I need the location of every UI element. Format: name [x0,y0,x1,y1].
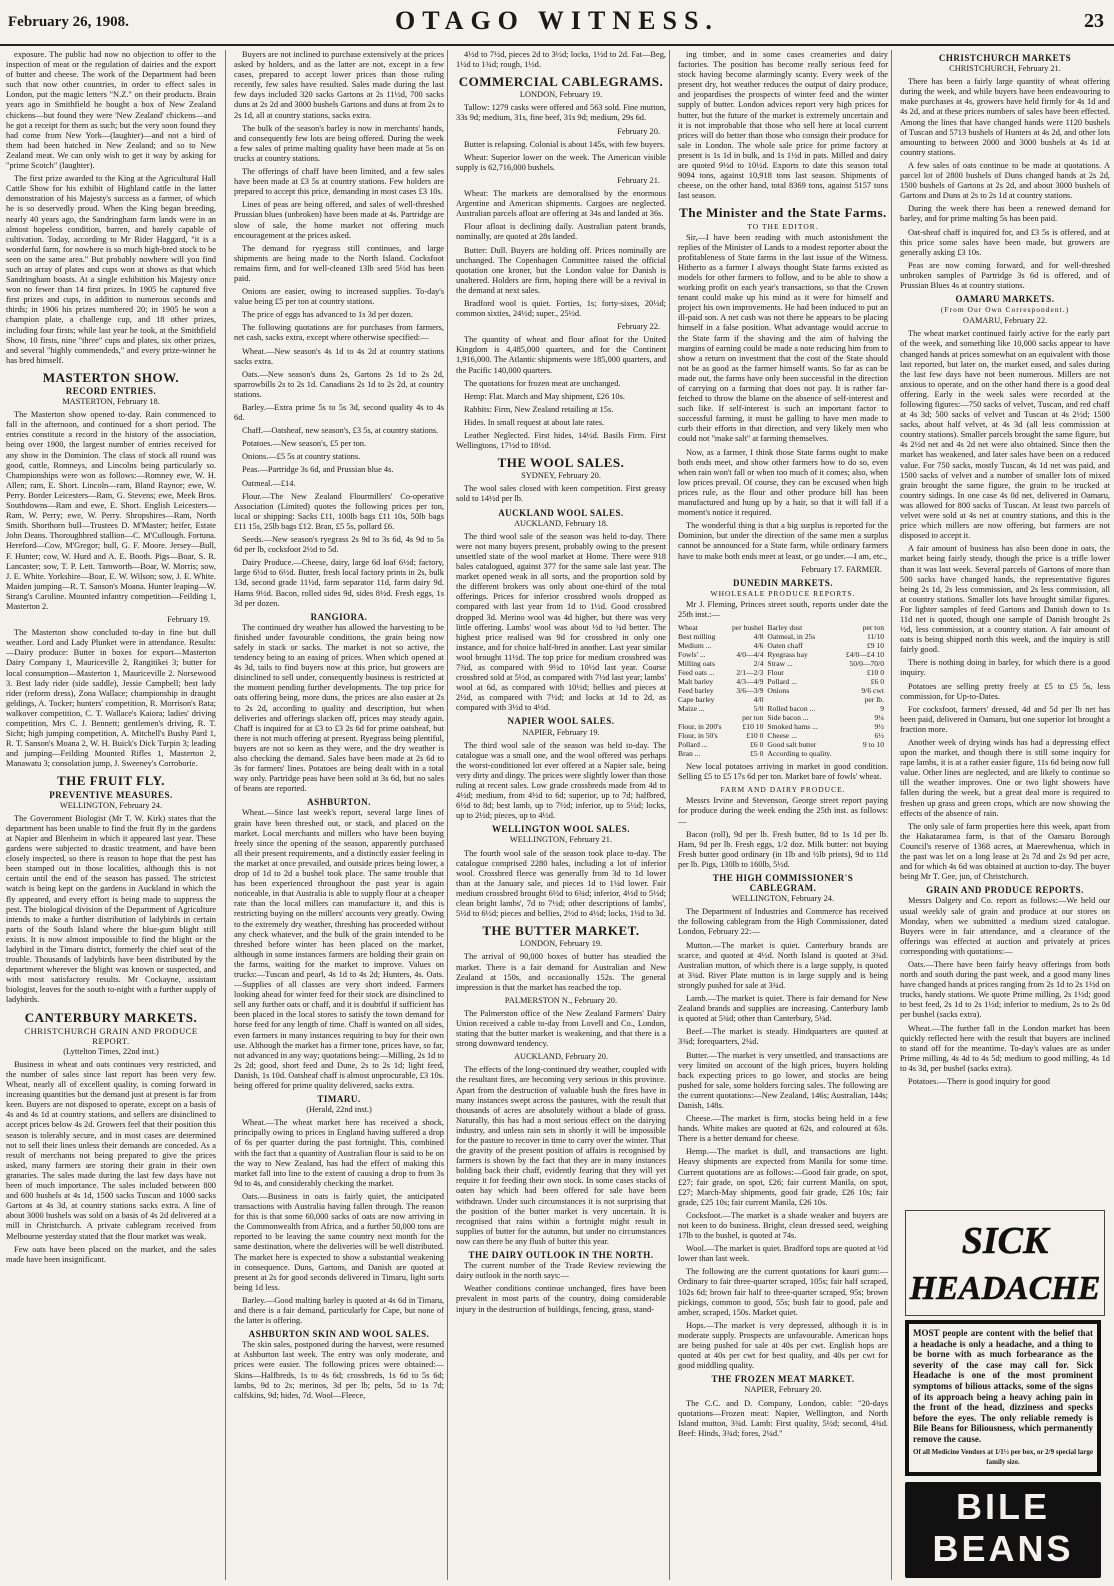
article-paragraph: The third wool sale of the season was held to-day. There were not many buyers present, probably owing to the present unsettled state of the wool market at Home. There were 918 bales catalogued, against 377 for the same sale last year. The market opened weak in all sorts, and the proportion sold by the different brokers was only about one-third of the total offerings. Prices for inferior crossbred wools dropped as compared with last year from 1d to 1½d. Good crossbred dropped 3d. Merino wool was 4d higher, but there was very little offering. Lambs' wool was about ½d to ¾d better. The highest price realised was 9d for crossbred in only one instance, and for choice half-bred in another. Last year similar wool brought 11½d. The top price for medium crossbred was 7¾d, as compared with 9½d to 10½d last year. Coarse crossbred sold at 5½d, as compared with 7½d last year; lambs' wool at 6d, as compared with 10½d; bellies and pieces at 2½d, as compared with 7½d; and locks at 1d to 2d, as compared with 3½d to 4½d. [456,531,666,713]
price-row [678,686,888,695]
price-row [678,659,888,668]
price-cell: 4/6 [753,641,764,651]
price-cell: 9 [880,704,884,714]
price-cell: £10 0 [746,731,764,741]
article-paragraph: Buyers are not inclined to purchase extensively at the prices asked by holders, and as the latter are not, except in a few cases, prepared to accept lower prices than those ruling recently, few sales have resulted. Sales made during the last few days included 320 sacks Gartons at 2s 11½d, 700 sacks duns at 2s 2d and 3000 bushels Gartons and duns at from 2s to 2s 1d, all at country stations, sacks extra. [234,50,444,120]
headline-grain-produce-reports: GRAIN AND PRODUCE REPORTS. [926,885,1084,896]
headline-napier-wool-sales: NAPIER WOOL SALES. [507,716,615,727]
article-paragraph: The current number of the Trade Review reviewing the dairy outlook in the north says:— [456,1261,666,1281]
price-cell: Rolled bacon ... [767,704,816,714]
price-line: Dairy Produce.—Cheese, dairy, large 6d loaf 6½d; factory, large 6½d to 6½d. Butter, fresh local factory prints in 2s, bulk 13d, second grade 11½d, farm separator 11d, farm dairy 9d. Hams 9½d. Bacon, rolled sides 9d, sides 8½d. Fresh eggs, 1s 3d per dozen. [234,558,444,608]
article-paragraph: Oats.—Business in oats is fairly quiet, the anticipated transactions with Australia having fallen through. The reason for this is that some 60,000 sacks of oats are now arriving in the Commonwealth from Africa, and a further 50,000 tons are reported to be leaving the same country next month for the same destination, where the deliveries will be well distributed. The market here is expected to show a substantial weakening in consequence. Duns, Gartons, and Danish are quoted at present at 2s for good seconds delivered in Timaru, light sorts being 1d less. [234,1191,444,1292]
price-table [678,623,888,758]
price-row [678,677,888,686]
ad-sick-line2: HEADACHE [909,1270,1101,1307]
price-cell: 2/4 [753,659,764,669]
subheading: (From Our Own Correspondent.) [940,305,1070,315]
letter-signature: February 17. FARMER. [801,564,882,574]
ad-sick-line1: SICK [961,1220,1049,1262]
letter-address: TO THE EDITOR. [747,221,819,231]
article-paragraph: Lines of peas are being offered, and sales of well-threshed Prussian blues (unbroken) have been made at 4s. Partridge are slow of sale, the home market not offering much encouragement at the prices asked. [234,200,444,240]
article-paragraph: Potatoes are selling pretty freely at £5 to £5 5s, less commission, for Up-to-Dates. [900,681,1110,701]
article-paragraph: Another week of drying winds has had a depressing effect upon the market, and though there is still some inquiry for rape lambs, it is at a rather easier figure, 11s 6d being now full value. Other lines are neglected, and are likely to continue so till the weather improves. One or two light showers have fallen during the week, but a great deal more is required to freshen up grass and green crops, which are now showing the effects of the absence of rain. [900,738,1110,818]
price-cell: Feed barley [678,686,714,696]
headline-butter-market: THE BUTTER MARKET. [482,923,640,939]
article-paragraph: Barley.—Good malting barley is quoted at 4s 6d in Timaru, and there is a fair demand, particularly for Cape, but none of the latter is offering. [234,1295,444,1326]
column-rule [447,50,448,1580]
price-line: Seeds.—New season's ryegrass 2s 9d to 3s 6d, 4s 9d to 5s 6d per lb, cocksfoot 2½d to 5d. [234,535,444,555]
article-paragraph: Oats.—There have been fairly heavy offerings from both north and south during the past week, and a good many lines have changed hands at prices ranging from 2s 1d to 2s 1½d on trucks, handy stations. We quote Prime milling, 2s 1½d; good to best feed, 2s 1d to 2s 1½d; inferior to medium, 2s to 2s 0d per bushel (sacks extra). [900,959,1110,1020]
article-paragraph: Rabbits: Firm, New Zealand retailing at 15s. [464,404,614,414]
article-paragraph: The third wool sale of the season was held to-day. The catalogue was a small one, and the wool offered was perhaps the worst-conditioned lot ever offered at a Napier sale, being very dirty and dingy. The prices were slightly lower than those ruling at recent sales. Low grade crossbreds made from 4d to 4½d; medium, from 4½d to 6d; superior, up to 7d; halfbred, 6½d to 8d; best lamb, up to 7½d; inferior, up to 5½d; locks, up to 2½d; pieces, up to 4½d. [456,740,666,821]
article-paragraph: The arrival of 90,000 boxes of butter has steadied the market. There is a fair demand for Australian and New Zealand at 150s, and occasionally 152s. The general impression is that the market has reached the top. [456,952,666,992]
price-cell: Straw ... [767,659,793,669]
price-cell: Best milling [678,632,716,642]
dateline: SYDNEY, February 20. [521,471,601,481]
price-cell [678,713,727,722]
headline-ashburton: ASHBURTON. [307,797,371,808]
headline-frozen-meat-market: THE FROZEN MEAT MARKET. [711,1374,855,1385]
price-cell: per bushel [731,623,764,633]
column-rule [669,50,670,1580]
price-cell: Maize ... [678,704,705,714]
dateline: (Lyttelton Times, 22nd inst.) [63,1046,159,1056]
page-number: 23 [1084,10,1104,32]
article-paragraph: The skin sales, postponed during the harvest, were resumed at Ashburton last week. The entry was only moderate, and prices were easier. The following prices were obtained:—Skins—Halfbreds, 1s to 4s 6d; crossbreds, 1s 6d to 5s 6d; lambs, 9d to 2s; merinos, 3d per lb; pelts, 5d to 1s 7d; calfskins, 9d; hides, 7d. Wool—Fleece, [234,1340,444,1400]
article-paragraph: ing timber, and in some cases creameries and dairy factories. The position has become really serious feed for stock having become alarmingly scanty. Every week of the present dry, hot weather reduces the output of dairy produce, and jeopardises the prospects of winter feed and the winter supply of butter. London advices report very high prices for butter, but the future of the market is extremely uncertain and it is not improbable that those who sell here at local current prices will do better than those who consign their produce for sale in London. The whole sale price for prime factory at present is 1s 1d in bulk, and 1s 1½d in pats. Milled and dairy are quoted 9½d to 10½d. Exports to date this season total 9094 tons, against 10,918 tons last season. Shipments of cheese, on the other hand, total 8369 tons, against 5157 tons last season. [678,50,888,201]
price-line: Oats.—New season's duns 2s, Gartons 2s 1d to 2s 2d, sparrowbills 2s to 2s 1d. Canadians 2s 1d to 2s 2d, at country stations. [234,369,444,399]
article-paragraph: Wheat.—Since last week's report, several large lines of grain have been threshed out, or stack, and placed on the market. Local merchants and millers who have been buying freely since the opening of the season, apparently purchased all their present requirements, and a distinctly easier feeling in the market at once prevailed, and outside prices being lower, a drop of 1d to 2d a bushel took place. The same trouble that has been experienced throughout the past year is again noticeable, in that Australia is able to supply flour at a cheaper rate than the local millers can manufacture it, and this is restricting buying on the millers' accounts very greatly. Owing to the extremely dry weather, threshing has proceeded without any check whatever, and the bulk of the grain intended to be threshed before winter has been placed on the market, although in some instances farmers are holding their grain on the farms, waiting for the market to improve. Values on trucks:—Tuscan and pearl, 4s 1d to 4s 2d; Hunters, 4s. Oats.—Supplies of all classes are very short indeed. Farmers looking ahead for winter feed for their stock are disinclined to sell any further oats or chaff, and it is doubtful if sufficient has been placed in the local stores to satisfy the town demand for horse feed for any length of time. Chaff is wanted on all sides, even farmers in many instances requiring to buy for their own use. Although the market has a firmer tone, prices have, so far, not advanced in any way; quotations being:—Milling, 2s 1d to 2s 2d; good, short feed and Dune, 2s to 2s 1d; light feed, Danish, 1s 10d. Oatsheaf chaff is almost unprocurable, £3 10s. being offered for prime quality delivered, sacks extra. [234,808,444,1090]
headline-rangiora: RANGIORA. [310,611,368,622]
dateline: CHRISTCHURCH, February 21. [949,64,1061,74]
issue-date: February 26, 1908. [8,14,129,30]
column-rule [225,50,226,1580]
headline-skin-wool-sales: ASHBURTON SKIN AND WOOL SALES. [248,1329,430,1340]
article-paragraph: There has been a fairly large quantity of wheat offering during the week, and while buyers have been endeavouring to make purchases at 4s, growers have held firmly for 4s 1d and 4s 2d, and at these prices numbers of sales have been effected. Among the lines that have changed hands were 1120 bushels of Tuscan and 5713 bushels of Hunters at 4s 2d, and other lots amounting to between 2000 and 3000 bushels at 4s 1d at country stations. [900,77,1110,157]
dateline: NAPIER, February 19. [522,727,600,737]
article-paragraph: The fourth wool sale of the season took place to-day. The catalogue comprised 2280 bales, including a lot of inferior wool. Crossbred fleece was generally from 3d to 1d lower than at the January sale, and pieces 1d to 1¼d lower. Fair medium crossbred brought 6½d to 6¾d; inferior, 4½d to 5½d; clean bright lambs', 7d to 7½d; other descriptions of lambs', 5½d to 6½d; pieces and bellies, 2½d to 4½d; locks, 1½d to 3d. [456,848,666,919]
price-cell: Wheat [678,623,698,633]
article-paragraph: Messrs Irvine and Stevenson, George street report paying for produce during the week ending the 25th inst. as follows:— [678,796,888,826]
price-cell: 4/3—4/9 [736,677,764,687]
price-cell: Malt barley [678,677,714,687]
price-cell: per ton [862,623,884,633]
subheading: RECORD ENTRIES. [65,386,157,396]
price-cell: Cheese ... [767,731,797,741]
newspaper-title: OTAGO WITNESS. [395,6,719,35]
price-cell [767,695,840,704]
dateline: MASTERTON, February 18. [62,397,160,407]
dateline: WELLINGTON, February 24. [731,894,835,904]
price-cell: 9 to 10 [862,740,884,750]
price-cell: Ryegrass hay [767,650,808,660]
article-paragraph: The following are the current quotations for kauri gum:—Ordinary to fair three-quarter scraped, 105s; fair half scraped, 102s 6d; brown fair half to three-quarter scraped, 95s; brown pickings, common to good, 55s; bush fair to good, pale and amber, scraped, 150s. Market quiet. [678,1267,888,1317]
headline-minister-state-farms: The Minister and the State Farms. [679,205,887,221]
price-cell: £10 10 [742,722,764,732]
price-cell: per lb. [864,695,884,705]
article-paragraph: The quotations for frozen meat are unchanged. [464,378,621,388]
price-row [678,695,888,704]
article-paragraph: The price of eggs has advanced to 1s 3d per dozen. [242,310,413,320]
price-cell: 50/0—70/0 [849,659,884,669]
article-paragraph: Oat-sheaf chaff is inquired for, and £3 5s is offered, and at this price some sales have been made, but growers are generally asking £3 10s. [900,227,1110,257]
article-paragraph: Cocksfoot.—The market is a shade weaker and buyers are not keen to do business. Bright, clean dressed seed, weighing 17lb to the bushel, is quoted at 74s. [678,1210,888,1241]
article-paragraph: Tallow: 1279 casks were offered and 563 sold. Fine mutton, 33s 9d; medium, 31s, fine beef, 31s 9d; medium, 29s 6d. [456,103,666,123]
price-row [678,650,888,659]
price-row [678,623,888,632]
article-paragraph: Potatoes.—There is good inquiry for good [908,1077,1050,1086]
headline-fruit-fly: THE FRUIT FLY. [56,773,166,789]
price-cell: £4/0—£4 10 [845,650,884,660]
price-cell: 4/0—4/4 [736,650,764,660]
article-paragraph: Hops.—The market is very depressed, although it is in moderate supply. Prospects are unfavourable. American hops are being pushed for sale at 40s per cwt. English hops are quoted at 40s per cwt for best quality, and 40s per cwt for good middling quality. [678,1320,888,1371]
article-paragraph: Wheat: The markets are demoralised by the enormous Argentine and American shipments. Cargoes are neglected. Australian parcels afloat are offering at 34s and landed at 36s. [456,189,666,219]
price-cell: per ton [742,713,764,723]
price-line: Peas.—Partridge 3s 6d, and Prussian blue 4s. [242,465,394,475]
price-cell: Flour, in 50's [678,731,718,741]
article-paragraph: The only sale of farm properties here this week, apart from the Hakataramea farm, is that of the Oamaru Borough Council's reserve of 1368 acres, at Maerewhenua, which in the past was let on a long lease at 2s 7d and 2s 9d per acre, and for which 4s 6d was obtained at auction to-day. The buyer being Mr T. Gee, jun, of Christchurch. [900,821,1110,882]
article-paragraph: Beef.—The market is steady. Hindquarters are quoted at 3¾d; forequarters, 2¼d. [678,1027,888,1047]
price-line: Wheat.—New season's 4s 1d to 4s 2d at country stations sacks extra. [234,346,444,366]
dateline: February 19. [167,615,210,625]
price-row [678,731,888,740]
price-cell: 6½ [874,731,884,741]
price-line: Barley.—Extra prime 5s to 5s 3d, second quality 4s to 4s 6d. [234,403,444,423]
ad-body: MOST people are content with the belief that a headache is only a headache, and a thing to be borne with as much forbearance as the severity of the case may call for. Sick Headache is one of the most prominent symptoms of bilious attacks, some of the signs of its approach being a heavy aching pain in the front of the head, dizziness and specks before the eyes. The only reliable remedy is Bile Beans for Biliousness, which permanently remove the cause. [913,1328,1093,1444]
article-paragraph: Bacon (roll), 9d per lb. Fresh butter, 8d to 1s 1d per lb. Ham, 9d per lb. Fresh eggs, 1/2 doz. Milk butter: not buying Fresh butter good ordinary (in 1lb and ½lb prints), 9d to 11d per lb. Pigs, 130lb to 160lb, 5½d. [678,829,888,869]
column-1 [6,50,216,1580]
headline-auckland-wool-sales: AUCKLAND WOOL SALES. [498,507,624,518]
article-paragraph: Flour afloat is declining daily. Australian patent brands, nominally, are quoted at 28s landed. [456,222,666,242]
price-cell: £6 0 [870,677,884,687]
price-cell: Medium ... [678,641,712,651]
article-paragraph: A few sales of oats continue to be made at quotations. A parcel lot of 2800 bushels of Duns changed hands at 2s 2d, 1500 bushels of Gartons at 2s 2d, and about 3000 bushels of Gartons and Duns at 2s to 2s 1d at country stations. [900,160,1110,201]
price-cell: Cape barley [678,695,715,705]
price-cell: Feed oats ... [678,668,715,678]
dateline: OAMARU, February 22. [962,316,1048,326]
price-line: Oatmeal.—£14. [242,478,296,488]
article-paragraph: The Government Biologist (Mr T. W. Kirk) states that the department has been unable to find the fruit fly in the gardens at Napier and Blenheim in which it appeared last year. These gardens were subjected to drastic treatment, and have been closely inspected, so there is reason to hope that the pest has been stamped out in those localities, although this is not certain until the end of the season has passed. The strictest watch is being kept on the gardens in Auckland in which the fly appeared, and every effort is being made to suppress the pest. The biological division of the Department of Agriculture intends to make a further distribution of ladybirds in certain parts of the South Island where the blue-gum blight still exists. It is now almost impossible to find the blight or the ladybird in the Timaru district, formerly the chief seat of the trouble. Thousands of ladybirds have been distributed by the department wherever the blight was known or suspected, and with most satisfactory results. Mr Cockayne, assistant biologist, leaves for the south to-night with a further supply of ladybirds. [6,813,216,1005]
price-cell: 9/6 cwt [861,686,884,696]
sick-headache-ad [905,1210,1105,1316]
headline-dunedin-markets: DUNEDIN MARKETS. [732,577,833,588]
price-cell: 5/0 [753,704,764,714]
price-cell: Oaten chaff [767,641,803,651]
brand-line-2: BEANS [932,1528,1074,1569]
article-paragraph: The Masterton show opened to-day. Rain commenced to fall in the afternoon, and continued for a short period. The entries constitute a record in the history of the association, being over 1900, the largest number of entries received for any show in the Dominion. The class of stock all round was good, cattle, Romneys, and Lincolns being particularly so. Championships were won as follows:—Romney ewe, W. H. Allen; ram, E. Short. Lincoln—ram, Bland Raynor; ewe, W. Perry. Border Leicesters—Ram, G. Stevens; ewe, Meek Bros. Southdowns—Ram and ewe, E. Short. English Leicesters—Ram, W. Perry; ewe, W. Perry. Shropshires—Ram, North Smith. Shorthorn bull—Trustees D. M'Master; heifer, Estate John Deans. Thoroughbred stallion—C. M'Cullough. Fortuna. Hereford—Cow, M'Gregor; bull, G. F. Moore. Jersey—Bull, F. Hunter; cow, W. Hurd and A. E. Booth. Pigs—Boar, S. R. Lancaster; sow, T. P. Lett. Tamworth—Boar, W. Morris; sow, J. E. White. Yorkshire—Boar, E. W. Wilson; sow, J. E. White. Maiden jumping—R. T. Sanson's Moana. Hunter leaping—W. Strang's Caroline. Mounted infantry competition—Feilding 1, Masterton 2. [6,410,216,611]
price-cell: 9¼ [874,713,884,723]
price-cell: 4/8 [753,632,764,642]
price-cell: Fowls' ... [678,650,706,660]
price-cell: £6 0 [750,740,764,750]
article-paragraph: The effects of the long-continued dry weather, coupled with the resultant fires, are becoming very serious in this province. Apart from the destruction of valuable bush the fires have in many instances swept across the pastures, with the result that thousands of acres are absolutely without a blade of grass. Naturally, this has had a most serious effect on the dairying industry, and unless rain sets in shortly it will be impossible for the pasture to recover in time to carry over the winter. That the gravity of the present position of affairs is recognised by farmers is shown by the fact that they are in many instances holding back their chaff, evidently fearing that they will yet require it for feeding their own stock. In some cases stacks of oaten hay which had been offered for sale have been withdrawn. Under such circumstances it is not surprising that the position of the butter market is very uncertain. It is recognised that rains within a fortnight might result in supplies of butter for the autumn, but under no circumstances now can there be any flush of butter this year. [456,1065,666,1246]
price-cell: Milling oats [678,659,715,669]
article-paragraph: The first prize awarded to the King at the Agricultural Hall Cattle Show for his exhibit of Highland cattle in the latter demonstration of his Majesty's success as a farmer, of which he is so deservedly proud. When the King began breeding, nearly 40 years ago, the Sandringham farm lands were in an almost hopeless condition, barren, and barely capable of cultivation. Today, according to Mr Rider Haggard, "it is a wonderful farm, for nowhere is so much high-bred stock to be seen on the same area." But probably nowhere will you find such an array of plates and cups won at shows as that which Sandringham boasts. At a single exhibition his Majesty once won no fewer than 14 first prizes. In 1905 he captured five first prizes and cups, in addition to numerous seconds and thirds; in 1906 his prizes numbered 20; in 1905 he won a champion plate, a challenge cup, and 18 other prizes, including four firsts; while last year he took, at the Smithfield Show, 10 firsts, nine "three" cups and plates, six other prizes, and several "highly commendeds," and every prize-winner he has bred himself. [6,174,216,365]
article-paragraph: Wool.—The market is quiet. Bradford tops are quoted at ½d lower than last week. [678,1244,888,1264]
article-paragraph: The Department of Industries and Commerce has received the following cablegram from the High Commissioner, dated London, February 22:— [678,907,888,937]
article-paragraph: The wheat market continued fairly active for the early part of the week, and something like 10,000 sacks appear to have changed hands at prices somewhat on an equivalent with those last reported, but later on, the market eased, and sales during the last few days have not been numerous. Millers are not anxious to operate, and on the other hand there is a good deal offering. Early in the week sales were recorded at the following figures:—750 sacks of velvet, Tuscan, and red chaff at 4s 3d; 500 sacks of velvet and Tuscan at 4s 2½d; 1500 sacks, about half velvet, at 4s 3d (all less commission at country stations). Smaller parcels brought the same figure, but 4s 2½d net and 4s 2d net were also obtained. Since then the market has weakened, and later sales have been on a reduced value. For 750 sacks, mostly Tuscan, 4s 1d net was paid, and 1500 sacks of velvet and a number of smaller lots of mixed grain brought the same figure, the grain to be trucked at country sidings. In one case 4s 0d net, delivered in Oamaru, was allowed for 800 sacks of Tuscan. At least two parcels of velvet were sold at 4s net at country stations, and this is the price which millers are now offering, but farmers are not disposed to accept it. [900,329,1110,541]
article-paragraph: Sir,—I have been reading with much astonishment the replies of the Minister of Lands to a modest reporter about the profitableness of State farms in the last issue of the Witness. Hitherto as a farmer I always thought State farms existed as models for other farmers to follow, and to be able to show a working profit on each year's transactions, so that the Crown tenant could make up his mind as it were for himself and project his own improvements. He had been induced to put an ill-paid son. A net cash was not there he appears to be placing himself in a false position. What advantage would accrue to the State farm if the shaving and the aim of halving the margins of earning could be made a note reducing him from to show a return on investment that the cost of the State should not be as good as the farmer himself wants. So far as can be made out, the farms have only been successful in the direction of carrying on a farming that does not pay. It is rather far-fetched to throw the blame on the absence of self-interest and such like. If self-interest is such an important factor to successful farming, it must be galling to have men made to curb their efforts in that direction, and very likely men who could not "make salt" at farming themselves. [678,232,888,444]
article-paragraph: Hides. In small request at about late rates. [464,417,605,427]
dateline: February 21. [617,175,660,185]
article-paragraph: Butter is relapsing. Colonial is about 145s, with few buyers. [464,139,665,149]
price-cell: According to quality. [767,749,832,759]
column-5 [900,50,1110,1202]
article-paragraph: Business in wheat and oats continues very restricted, and the number of sales since last report has been very few. Wheat, nearly all of excellent quality, is coming forward in increasing quantities but the demand just at present is far from keen. Buyers are not disposed to operate, except on a basis of 4s and 4s 1d at country stations, and sellers are disinclined to accept prices below 4s 2d. Growers feel that their position this season is tolerably secure, and in most cases are determined not to sell their lines unless their demands are conceded. As a result of merchants not being prepared to give the prices asked, many farmers are storing their grain in their own granaries. The sales made during the last few days have not been of much importance. The sales included between 800 and 600 bushels at 4s 1d, 1500 sacks Tuscan and 1000 sacks Gartons at 4s 3d, at country stations sacks extra. A line of about 3000 bushels was sold on a basis of 4s 2d delivered at a mill in Christchurch. A private cablegram received from Melbourne yesterday stated that the flour market was weak. [6,1059,216,1241]
price-cell: Good salt butter [767,740,817,750]
price-cell: Bran ... [678,749,701,759]
ad-footer: Of all Medicine Vendors at 1/1½ per box, or 2/9 special large family size. [913,1447,1093,1467]
price-row [678,722,888,731]
headline-christchurch-markets: CHRISTCHURCH MARKETS [938,53,1072,63]
article-paragraph: There is nothing doing in barley, for which there is a good inquiry. [900,658,1110,678]
price-row [678,704,888,713]
dateline: LONDON, February 19. [519,90,603,100]
article-paragraph: Butter.—The market is very unsettled, and transactions are very limited on account of the high prices, buyers holding back expecting prices to go lower, and stocks are being pushed for sale, some holders forcing sales. The following are the current quotations:—New Zealand, 146s; Australian, 144s; Danish, 148s. [678,1050,888,1110]
headline-high-commissioner: THE HIGH COMMISSIONER'S CABLEGRAM. [712,873,854,894]
price-row [678,668,888,677]
article-paragraph: Hemp.—The market is dull, and transactions are light. Heavy shipments are expected from Manila for some time. Current quotations are as follows:—Good fair grade, on spot, £27; fair grade, on spot, £26; fair current Manila, on spot, £27; March-May shipments, good fair grade, £26 10s; fair grade, £25 10s; fair current Manila, £26 10s. [678,1147,888,1207]
dateline: (Herald, 22nd inst.) [306,1105,372,1115]
article-paragraph: exposure. The public had now no objection to offer to the inspection of meat or the regulation of dairies and the export of butter and cheese. The work of the Department had been such that now other countries, in order to effect sales in London, put the magic letters "N.Z." on their products. Brain years ago in Smithfield he bought a box of New Zealand chickens—but found they were 'New Zealand' chickens—and he got a receipt for them as such; but the very soon found they had come from New York—(laughter)—and not a bird of them had been hatched in New Zealand; and so to New Zealand meat. We can only wish to get it way by asking for "prime Scotch" (laughter). [6,50,216,171]
column-rule [891,50,892,1580]
price-cell: £10 0 [866,668,884,678]
price-row [678,740,888,749]
headline-timaru: TIMARU. [317,1094,361,1105]
article-paragraph: The bulk of the season's barley is now in merchants' hands, and consequently few lots are being offered. During the week a few sales of prime malting quality have been made at 5s on trucks at country stations. [234,123,444,163]
price-cell: Smoked hams ... [767,722,818,732]
bile-beans-logo [905,1482,1101,1578]
dateline: WELLINGTON, February 21. [509,835,613,845]
headline-wellington-wool-sales: WELLINGTON WOOL SALES. [492,824,630,835]
article-paragraph: Messrs Dalgety and Co. report as follows:—We held our usual weekly sale of grain and produce at our stores on Monday, when we submitted a medium sized catalogue. Buyers were in fair attendance, and a clearance of the offerings was effected at auction and privately at prices corresponding with quotations:— [900,896,1110,956]
sick-headache-lettering [906,1211,1104,1315]
article-paragraph: Leather Neglected. First hides, 14½d. Basils Firm. First Wellingtons, 17½d to 18½d. [456,431,666,451]
subheading: CHRISTCHURCH GRAIN AND PRODUCE REPORT. [24,1025,198,1046]
article-paragraph: Onions are easier, owing to increased supplies. To-day's value being £5 per ton at country stations. [234,287,444,307]
dateline: WELLINGTON, February 24. [59,800,163,810]
article-paragraph: Mr J. Fleming, Princes street south, reports under date the 25th inst.:— [678,599,888,619]
article-paragraph: Butter: Dull. Buyers are holding off. Prices nominally are unchanged. The Copenhagen Committee raised the official quotation one kroner, but the London value for Danish is unaltered. Holders are firm, hoping there will be a revival in the demand at next sales. [456,245,666,295]
price-row [678,749,888,758]
price-cell: 9½ [874,722,884,732]
article-paragraph: The wonderful thing is that a big surplus is reported for the Dominion, but under the direction of the same men a surplus cannot be announced for a State farm, while ordinary farmers have to make both ends meet at least, or go under.—I am, etc., [678,521,888,561]
price-row [678,632,888,641]
price-cell: Pollard ... [767,677,797,687]
headline-canterbury-markets: CANTERBURY MARKETS. [24,1009,198,1025]
price-cell: Flour, in 200's [678,722,722,732]
article-paragraph: The quantity of wheat and flour afloat for the United Kingdom is 4,485,000 quarters, and for the Continent 1,916,000. The Atlantic shipments were 185,000 quarters, and the Pacific 140,000 quarters. [456,335,666,375]
headline-dairy-outlook: THE DAIRY OUTLOOK IN THE NORTH. [468,1250,654,1261]
price-cell: Flour [767,668,784,678]
brand-line-1: BILE [955,1486,1050,1527]
article-paragraph: The offerings of chaff have been limited, and a few sales have been made at £3 5s at country stations. Few holders are prepared to accept this price, demanding in most cases £3 10s. [234,167,444,197]
article-paragraph: Cheese.—The market is firm, stocks being held in a few hands. White makes are quoted at 62s, and coloured at 63s. There is a better demand for cheese. [678,1114,888,1144]
dateline: February 22. [617,322,660,332]
dateline: LONDON, February 19. [519,939,603,949]
price-cell: Oatmeal, in 25s [767,632,816,642]
price-cell: 3/6—3/9 [736,686,764,696]
article-paragraph: New local potatoes arriving in market in good condition. Selling £5 to £5 17s 6d per ton. Market bare of fowls' wheat. [678,762,888,782]
price-cell: Onions [767,686,790,696]
article-paragraph: The C.C. and D. Company, London, cable: "20-days quotations—Frozen meat: Napier, Wellington, and North Island mutton, 3¾d. Lamb: First quality, 5½d; second, 4¾d. Beef: Hinds, 3¾d; fores, 2¼d." [678,1398,888,1438]
price-line: Flour.—The New Zealand Flourmillers' Co-operative Association (Limited) quotes the following prices per ton, local or shipping: Sacks £11, 100lb bags £11 10s, 50lb bags £11 15s, 25lb bags £12. Bran, £5 5s, pollard £6. [234,491,444,531]
price-cell: 4/0 [753,695,764,705]
article-paragraph: The demand for ryegrass still continues, and large shipments are being made to the North Island. Cocksfoot remains firm, and for well-cleaned 13lb seed 5½d has been paid. [234,243,444,283]
column-3 [456,50,666,1580]
masthead [0,0,1114,46]
price-line: Chaff.—Oatsheaf, new season's, £3 5s, at country stations. [242,426,439,436]
article-paragraph: The Masterton show concluded to-day in fine but dull weather. Lord and Lady Plunket were in attendance. Results:—Dairy produce: Butter in boxes for export—Masterton Dairy Company 1, Mauriceville 2, Rangitikei 3; butter for local consumption—Masterton 1, Mauriceville 2. Norsewood 3. Best lady rider (side saddle), Jessie Campbell; best lady rider (reform dress), Zona Wallace; championship in draught geldings, A. Tocker; hunters' competition, R. Morrison's Rata; walkover competition, C. T. Wallace's Kaiora; ladies' driving competition, Mrs C. J. Bennett; gentlemen's driving, R. T. Sicht; high jumping competition, A. Mitchell's Bushy Pard 1, R. T. Sanson's Moana 2, W. H. Buick's Dick Turpin 3; leading and jumping—Feilding Mounted Rifles 1, Masterton 2, Manawatu 3; consolation jump, J. Sweeney's Corroborie. [6,628,216,769]
price-cell: Side bacon ... [767,713,809,723]
subheading: PREVENTIVE MEASURES. [49,789,173,800]
price-line: Onions.—£5 5s at country stations. [242,452,361,462]
article-paragraph: Wheat.—The further fall in the London market has been quickly reflected here with the result that buyers are inclined to stand off for the meantime. To-day's values are as under Prime milling, 4s 4d to 4s 5d; medium to good milling, 4s 1d to 4s 3d, per bushel (sacks extra). [900,1023,1110,1073]
price-cell: Barley dust [767,623,803,633]
headline-masterton-show: MASTERTON SHOW. [42,369,180,385]
article-paragraph: During the week there has been a renewed demand for barley, and for prime malting 5s has been paid. [900,204,1110,224]
article-paragraph: 4½d to 7½d, pieces 2d to 3½d; locks, 1½d to 2d. Fat—Beg, 1½d to 1¾d; rough, 1½d. [456,50,666,70]
dateline: PALMERSTON N., February 20. [504,995,618,1005]
column-4 [678,50,888,1580]
article-paragraph: Bradford wool is quiet. Forties, 1s; forty-sixes, 20½d; common sixties, 24½d; super., 25½d. [456,298,666,319]
article-paragraph: Wheat: Superior lower on the week. The American visible supply is 62,716,000 bushels. [456,152,666,172]
article-paragraph: For cocksfoot, farmers' dressed, 4d and 5d per lb net has been paid, delivered in Oamaru, but one superior lot brought a fraction more. [900,704,1110,734]
price-line: Potatoes.—New season's, £5 per ton. [242,439,367,449]
price-cell: £9 10 [866,641,884,651]
subheading: WHOLESALE PRODUCE REPORTS. [710,588,856,598]
article-paragraph: The continued dry weather has allowed the harvesting to be finished under favourable conditions, the grain being now safely in stack or sacks. The market is not so active, the tendency being to an easing of prices. When which opened at 4s 3d, tails to find buyers now at this price, but growers are disinclined to sell under, consequently business is restricted at the moment pending further developments. The top price for oats offering being, more duns, the prices are also easier at 2s to 2s 2d, according to quality and description, but when deliveries and offerings slacken off, prices may steady again. Chaff is inquired for at £3 to £3 2s 6d for prime oatsheaf, but there is not much offering at present. Ryegrass being plentiful, buyers are not so keen as they were, and the dry weather is also checking the demand. Sales have been made at 2s 6d to 3s for farmers' lines. Potatoes are being dealt with in a total way only. Partridge peas have been sold at 3s 6d, but no sales of beans are reported. [234,622,444,794]
dateline: NAPIER, February 20. [744,1385,822,1395]
price-cell [840,749,888,758]
dateline: AUCKLAND, February 20. [514,1052,608,1062]
price-row [678,641,888,650]
headline-wool-sales: THE WOOL SALES. [497,455,625,471]
article-paragraph: Wheat.—The wheat market here has received a shock, principally owing to prices in England having suffered a drop of 6s per quarter during the past fortnight. This, combined with the fact that a quantity of Australian flour is said to be on the way to New Zealand, has had the effect of making this market fall into line to the extent of causing a drop to from 3s 9d to 4s, and considerably checking the market. [234,1118,444,1188]
price-cell: 11/10 [866,632,884,642]
price-cell: Pollard ... [678,740,708,750]
price-cell: £5 0 [750,749,764,759]
dateline: AUCKLAND, February 18. [514,518,608,528]
article-paragraph: Hemp: Flat. March and May shipment, £26 10s. [464,391,625,401]
article-paragraph: Lamb.—The market is quiet. There is fair demand for New Zealand brands and supplies are increasing. Canterbury lamb is quoted at 5¾d; other than Canterbury, 5¼d. [678,994,888,1024]
article-paragraph: The following quotations are for purchases from farmers, net cash, sacks extra, except where otherwise specified:— [234,323,444,343]
article-paragraph: Few oats have been placed on the market, and the sales made have been insignificant. [6,1244,216,1264]
article-paragraph: The Palmerston office of the New Zealand Farmers' Dairy Union received a cable to-day from Lovell and Co., London, stating that the butter market is weakening, and that there is a strong downward tendency. [456,1008,666,1049]
article-paragraph: Mutton.—The market is quiet. Canterbury brands are scarce, and quoted at 4½d. North Island is quoted at 3¾d. Australian mutton, of which there is a large supply, is quoted at 3¾d. River Plate mutton is in large supply and is being strongly pushed for sale at 3¾d. [678,940,888,990]
price-cell: 2/1—2/3 [736,668,764,678]
bile-beans-ad-text [905,1320,1101,1476]
price-row [678,713,888,722]
column-2 [234,50,444,1580]
article-paragraph: The wool sales closed with keen competition. First greasy sold to 14½d per lb. [456,484,666,504]
article-paragraph: Weather conditions continue unchanged, fires have been prevalent in most parts of the country, doing considerable injury in the destruction of buildings, fencing, grass, stand- [456,1284,666,1314]
article-paragraph: Now, as a farmer, I think those State farms ought to make both ends meet, and show other farmers how to do so, even when rain won't fall or when too much of it comes; also, when low prices prevail. Of course, they can be excused when high prices rule, as the flour and other produce bill has been manufactured and hung up by a hair, so that it will fall if a moment's notice it required. [678,447,888,518]
subheading: FARM AND DAIRY PRODUCE. [720,785,846,795]
headline-commercial-cablegrams: COMMERCIAL CABLEGRAMS. [458,74,664,90]
dateline: February 20. [617,126,660,136]
article-paragraph: Peas are now coming forward, and for well-threshed unbroken samples of Partridge 3s 6d is offered, and of Prussian Blues 4s at country stations. [900,260,1110,290]
article-paragraph: A fair amount of business has also been done in oats, the market being fairly steady, though the price is a trifle lower than it was last week. Several parcels of Gartons of more than 500 sacks have changed hands, the representative figures being 2s 1d, 2s less commission, and 2s less commission, all at country stations. Smaller lots have brought similar figures. For lighter samples of feed Gartons and Danish down to 1s 11d net is quoted, though one sample of Danish brought 2s ½d, less commission, at a country station. A fair amount of oats is being shipped north this week, and the inquiry is still fairly good. [900,544,1110,655]
headline-oamaru-markets: OAMARU MARKETS. [955,294,1055,305]
